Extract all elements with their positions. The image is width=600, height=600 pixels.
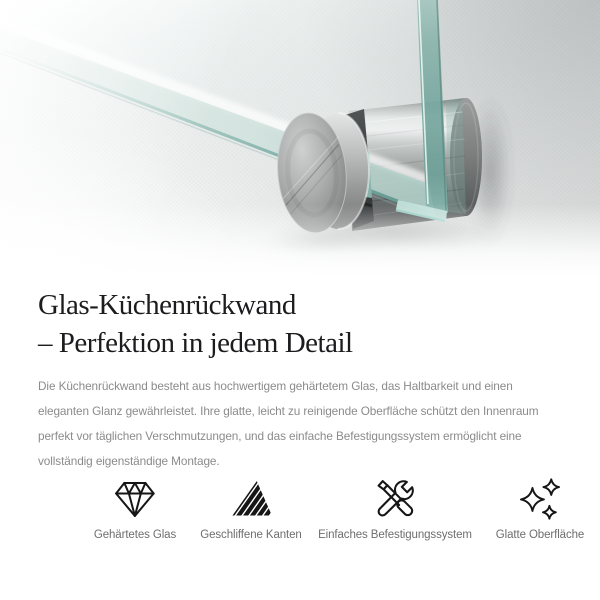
feature-list (38, 477, 585, 555)
feature-item-tempered-glass (94, 477, 176, 542)
diagonal-stripes-icon (229, 477, 273, 521)
feature-item-easy-mounting (318, 477, 472, 542)
title-line-1: Glas-Küchenrückwand (38, 289, 296, 321)
glass-mount-photo (0, 0, 600, 276)
title-line-2: – Perfektion in jedem Detail (38, 327, 353, 359)
page-title (38, 286, 562, 362)
diamond-icon (113, 477, 157, 521)
description-paragraph: Die Küchenrückwand besteht aus hochwertigem gehärtetem Glas, das Haltbarkeit und einen eleganten Glanz gewährleistet. Ihre glatte, leicht zu reinigende Oberfläche schützt den Innenraum perfekt vor täglichen Verschmutzungen, und das einfache Befestigungssystem ermöglicht eine vollständig eigenständige Montage. (38, 379, 539, 468)
feature-label: Glatte Oberfläche (495, 529, 585, 541)
hero-image (0, 0, 600, 276)
feature-item-smooth-surface (496, 477, 584, 542)
sparkles-icon (518, 477, 562, 521)
feature-label: Gehärtetes Glas (93, 529, 177, 541)
feature-label: Einfaches Befestigungssystem (318, 529, 472, 541)
content-section (0, 286, 600, 555)
feature-label: Geschliffene Kanten (200, 529, 302, 541)
wrench-screwdriver-icon (373, 477, 417, 521)
feature-item-ground-edges (200, 477, 301, 542)
